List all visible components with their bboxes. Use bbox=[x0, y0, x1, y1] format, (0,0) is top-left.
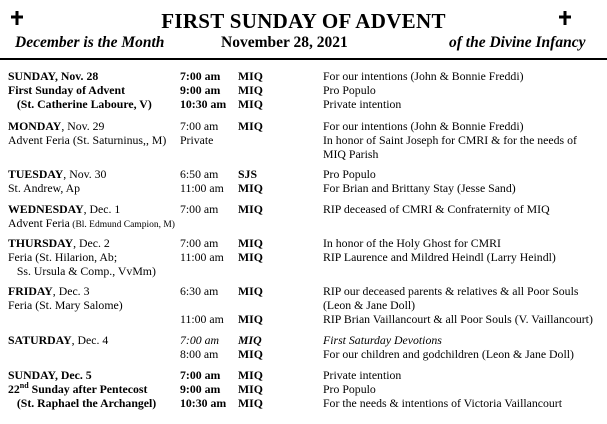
mass-location: MIQ bbox=[238, 181, 263, 195]
mass-location: MIQ bbox=[238, 284, 263, 298]
mass-intention: MIQ Parish bbox=[323, 147, 379, 161]
mass-intention: RIP our deceased parents & relatives & all Poor Souls bbox=[323, 284, 579, 298]
feast-text: SUNDAY, Dec. 5 bbox=[8, 368, 92, 382]
day-block bbox=[8, 167, 605, 195]
schedule-row bbox=[8, 133, 605, 147]
mass-location: MIQ bbox=[238, 69, 263, 83]
schedule-row bbox=[8, 202, 605, 216]
mass-time: 10:30 am bbox=[180, 97, 227, 111]
mass-time: 11:00 am bbox=[180, 181, 224, 195]
mass-location: MIQ bbox=[238, 368, 263, 382]
mass-time: 7:00 am bbox=[180, 202, 219, 216]
feast-text: Advent Feria bbox=[8, 216, 70, 230]
schedule-row bbox=[8, 119, 605, 133]
day-label bbox=[8, 167, 106, 181]
feast-text: Sunday after Pentecost bbox=[28, 382, 148, 396]
day-date: , Dec. 4 bbox=[71, 333, 109, 347]
day-label bbox=[8, 236, 110, 250]
cross-icon bbox=[557, 10, 573, 26]
day-block bbox=[8, 284, 605, 326]
mass-time: 7:00 am bbox=[180, 333, 219, 347]
day-block bbox=[8, 69, 605, 111]
weekday-name: MONDAY bbox=[8, 119, 62, 133]
day-block bbox=[8, 236, 605, 278]
schedule-row bbox=[8, 298, 605, 312]
mass-time: 9:00 am bbox=[180, 382, 221, 396]
mass-intention: Private intention bbox=[323, 97, 402, 111]
schedule-row bbox=[8, 312, 605, 326]
day-date: , Dec. 2 bbox=[73, 236, 110, 250]
day-label bbox=[8, 368, 92, 382]
mass-location: MIQ bbox=[238, 236, 263, 250]
day-label bbox=[8, 250, 117, 264]
schedule-row bbox=[8, 264, 605, 278]
weekday-name: TUESDAY bbox=[8, 167, 64, 181]
day-block bbox=[8, 202, 605, 230]
mass-time: 6:50 am bbox=[180, 167, 219, 181]
mass-location: MIQ bbox=[238, 347, 263, 361]
mass-intention: RIP Laurence and Mildred Heindl (Larry Heindl) bbox=[323, 250, 556, 264]
feast-text: Ss. Ursula & Comp., VvMm) bbox=[8, 264, 156, 278]
mass-time: 9:00 am bbox=[180, 83, 221, 97]
feast-text: (St. Raphael the Archangel) bbox=[8, 396, 157, 410]
day-label bbox=[8, 284, 89, 298]
mass-intention: For Brian and Brittany Stay (Jesse Sand) bbox=[323, 181, 516, 195]
day-date: , Nov. 29 bbox=[61, 119, 105, 133]
mass-time: Private bbox=[180, 133, 214, 147]
schedule-row bbox=[8, 236, 605, 250]
schedule-row bbox=[8, 216, 605, 230]
schedule-row bbox=[8, 347, 605, 361]
mass-intention: Private intention bbox=[323, 368, 402, 382]
schedule-row bbox=[8, 97, 605, 111]
page-title: FIRST SUNDAY OF ADVENT bbox=[161, 9, 446, 33]
day-date: , Nov. 30 bbox=[63, 167, 107, 181]
feast-text: St. Andrew, Ap bbox=[8, 181, 80, 195]
mass-intention: For our children and godchildren (Leon & Jane Doll) bbox=[323, 347, 574, 361]
mass-time: 7:00 am bbox=[180, 69, 221, 83]
schedule-row bbox=[8, 83, 605, 97]
day-label bbox=[8, 97, 152, 111]
bulletin-header bbox=[0, 0, 607, 60]
mass-location: MIQ bbox=[238, 382, 263, 396]
mass-time: 8:00 am bbox=[180, 347, 219, 361]
mass-location: MIQ bbox=[238, 83, 263, 97]
mass-time: 7:00 am bbox=[180, 368, 221, 382]
feast-saint: (Bl. Edmund Campion, M) bbox=[69, 220, 175, 230]
weekday-name: WEDNESDAY bbox=[8, 202, 84, 216]
schedule-row bbox=[8, 167, 605, 181]
day-label bbox=[8, 202, 120, 216]
day-label bbox=[8, 83, 125, 97]
mass-time: 11:00 am bbox=[180, 312, 224, 326]
mass-intention: RIP deceased of CMRI & Confraternity of MIQ bbox=[323, 202, 550, 216]
day-label bbox=[8, 382, 147, 396]
mass-intention: For our intentions (John & Bonnie Freddi) bbox=[323, 119, 524, 133]
feast-text: SUNDAY, Nov. 28 bbox=[8, 69, 99, 83]
ordinal-suffix: nd bbox=[19, 381, 29, 391]
schedule-row bbox=[8, 382, 605, 396]
mass-intention: RIP Brian Vaillancourt & all Poor Souls (V. Vaillancourt) bbox=[323, 312, 593, 326]
schedule-row bbox=[8, 284, 605, 298]
feast-text: Feria (St. Mary Salome) bbox=[8, 298, 123, 312]
schedule-row bbox=[8, 396, 605, 410]
mass-schedule bbox=[8, 69, 605, 410]
day-label bbox=[8, 298, 123, 312]
mass-intention: In honor of Saint Joseph for CMRI & for the needs of bbox=[323, 133, 577, 147]
mass-location: MIQ bbox=[238, 202, 263, 216]
mass-time: 7:00 am bbox=[180, 119, 219, 133]
mass-intention: Pro Populo bbox=[323, 167, 376, 181]
mass-time: 7:00 am bbox=[180, 236, 219, 250]
day-label bbox=[8, 396, 156, 410]
feast-text: First Sunday of Advent bbox=[8, 83, 126, 97]
day-label bbox=[8, 133, 166, 147]
mass-time: 10:30 am bbox=[180, 396, 227, 410]
mass-intention: (Leon & Jane Doll) bbox=[323, 298, 416, 312]
day-date: , Dec. 3 bbox=[52, 284, 90, 298]
feast-text: (St. Catherine Laboure, V) bbox=[8, 97, 152, 111]
mass-location: MIQ bbox=[238, 250, 263, 264]
day-date: , Dec. 1 bbox=[83, 202, 121, 216]
schedule-row bbox=[8, 181, 605, 195]
mass-intention: Pro Populo bbox=[323, 83, 376, 97]
mass-intention: For the needs & intentions of Victoria Vaillancourt bbox=[323, 396, 563, 410]
day-label bbox=[8, 119, 104, 133]
day-block bbox=[8, 119, 605, 161]
day-label bbox=[8, 333, 108, 347]
day-block bbox=[8, 333, 605, 361]
weekday-name: SATURDAY bbox=[8, 333, 72, 347]
mass-intention: Pro Populo bbox=[323, 382, 376, 396]
mass-intention: In honor of the Holy Ghost for CMRI bbox=[323, 236, 501, 250]
mass-time: 6:30 am bbox=[180, 284, 219, 298]
day-block bbox=[8, 368, 605, 410]
mass-intention: For our intentions (John & Bonnie Freddi) bbox=[323, 69, 524, 83]
weekday-name: THURSDAY bbox=[8, 236, 74, 250]
schedule-row bbox=[8, 69, 605, 83]
mass-location: MIQ bbox=[238, 333, 262, 347]
day-label bbox=[8, 181, 80, 195]
mass-time: 11:00 am bbox=[180, 250, 224, 264]
day-label bbox=[8, 264, 156, 278]
bulletin-date: November 28, 2021 bbox=[221, 34, 348, 51]
month-dedication-left: December is the Month bbox=[15, 34, 165, 51]
weekday-name: FRIDAY bbox=[8, 284, 53, 298]
day-label bbox=[8, 69, 98, 83]
mass-intention: First Saturday Devotions bbox=[323, 333, 442, 347]
mass-location: MIQ bbox=[238, 97, 263, 111]
feast-text: Advent Feria (St. Saturninus,, M) bbox=[8, 133, 167, 147]
month-dedication-right: of the Divine Infancy bbox=[449, 34, 586, 51]
mass-location: SJS bbox=[238, 167, 258, 181]
schedule-row bbox=[8, 250, 605, 264]
mass-location: MIQ bbox=[238, 119, 263, 133]
mass-location: MIQ bbox=[238, 312, 263, 326]
day-label bbox=[8, 216, 175, 232]
feast-text: 22 bbox=[8, 382, 20, 396]
schedule-row bbox=[8, 333, 605, 347]
mass-location: MIQ bbox=[238, 396, 263, 410]
feast-text: Feria (St. Hilarion, Ab; bbox=[8, 250, 118, 264]
schedule-row bbox=[8, 147, 605, 161]
schedule-row bbox=[8, 368, 605, 382]
